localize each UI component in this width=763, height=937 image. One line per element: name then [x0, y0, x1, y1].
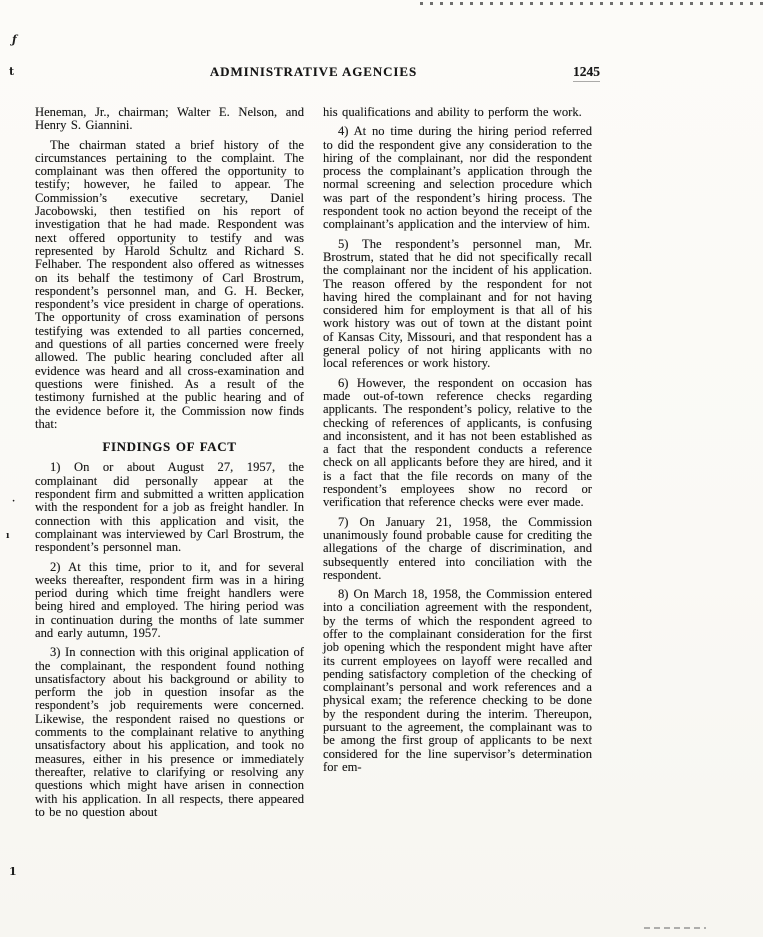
ink-mark: ƒ — [12, 33, 17, 46]
paragraph: The chairman stated a brief history of the circumstances pertaining to the complaint. The complainant was then offered the opportunity to testify; however, he failed to appear. The Commission’s executive secretary, Daniel Jacobowski, then testified on his report of investigation that he had made. Respondent was next offered opportunity to testify and was represented by Harold Schultz and Richard S. Felhaber. The respondent also offered as witnesses on its behalf the testimony of Carl Brostrum, respondent’s personnel man, and G. H. Becker, respondent’s vice president in charge of operations. The opportunity of cross examination of persons testifying was extended to all parties concerned, and questions of all parties concerned were freely allowed. The public hearing concluded after all evidence was heard and all cross-examination and questions were finished. As a result of the testimony furnished at the public hearing and of the evidence before it, the Commission now finds that: — [35, 137, 304, 431]
paragraph-finding-7: 7) On January 21, 1958, the Commission unanimously found probable cause for crediting the allegations of the charge of discrimination, and subsequently entered into conciliation with the respondent. — [323, 514, 592, 582]
running-head — [35, 64, 600, 82]
dashed-rule-bottom — [644, 927, 706, 929]
paragraph-continuation: Heneman, Jr., chairman; Walter E. Nelson, and Henry S. Giannini. — [35, 105, 304, 133]
ink-mark: t — [9, 65, 15, 78]
paragraph-continuation: his qualifications and ability to perform the work. — [323, 105, 582, 119]
paragraph-finding-4: 4) At no time during the hiring period referred to did the respondent give any consideration to the hiring of the complainant, nor did the respondent process the complainant’s application through the normal screening and selection procedure which was part of the respondent’s hiring process. The respondent took no action beyond the receipt of the complainant’s application and the interview of him. — [323, 124, 592, 232]
paragraph-finding-8: 8) On March 18, 1958, the Commission entered into a conciliation agreement with the respondent, by the terms of which the respondent agreed to offer to the complainant consideration for the first job opening which the respondent might have after its current employees on layoff were recalled and pending satisfactory completion of the checking of complainant’s personal and work references and a physical exam; the reference checking to be done by the respondent during the interim. Thereupon, pursuant to the agreement, the complainant was to be among the first group of applicants to be next considered for the line supervisor’s determination for em- — [323, 587, 592, 774]
paragraph-finding-5: 5) The respondent’s personnel man, Mr. Brostrum, stated that he did not specifically recall the complainant nor the incident of his application. The reason offered by the respondent for not having hired the complainant and for not having considered him for employment is that all of his work history was out of town at the distant point of Kansas City, Missouri, and that respondent has a general policy of not hiring applicants with no local references or work history. — [323, 236, 592, 371]
section-heading-findings-of-fact: FINDINGS OF FACT — [102, 439, 237, 455]
paragraph-finding-3: 3) In connection with this original application of the complainant, the respondent found nothing unsatisfactory about his background or ability to perform the job in question insofar as the respondent’s job requirements were concerned. Likewise, the respondent raised no questions or comments to the complainant relative to anything unsatisfactory about his application, and took no measures, either in his presence or immediately thereafter, relative to clarifying or resolving any questions which might have arisen in connection with his application. In all respects, there appeared to be no question about — [35, 645, 304, 819]
ink-mark: 1 — [9, 865, 17, 878]
dotted-rule-top — [420, 2, 763, 5]
ink-mark: · — [12, 497, 16, 507]
two-column-text-body — [35, 106, 592, 825]
paragraph-finding-1: 1) On or about August 27, 1957, the complainant did personally appear at the respondent firm and submitted a written application with the respondent for a job as freight handler. In connection with this application and visit, the complainant was interviewed by Carl Brostrum, the respondent’s personnel man. — [35, 460, 304, 555]
right-column — [323, 106, 592, 825]
ink-mark: ı — [6, 531, 10, 541]
left-column — [35, 106, 304, 825]
page-header-title: ADMINISTRATIVE AGENCIES — [209, 64, 418, 79]
paragraph-finding-6: 6) However, the respondent on occasion has made out-of-town reference checks regarding applicants. The respondent’s policy, relative to the checking of references of applicants, is confusing and inconsistent, and it has not been established as a fact that the respondent conducts a reference check on all applicants before they are hired, and it is a fact that the file records on many of the respondent’s employees show no record or verification that reference checks were ever made. — [323, 375, 592, 510]
paragraph-finding-2: 2) At this time, prior to it, and for several weeks thereafter, respondent firm was in a hiring period during which time freight handlers were being hired and employed. The hiring period was in continuation during the months of late summer and early autumn, 1957. — [35, 559, 304, 640]
page-number: 1245 — [573, 64, 600, 82]
